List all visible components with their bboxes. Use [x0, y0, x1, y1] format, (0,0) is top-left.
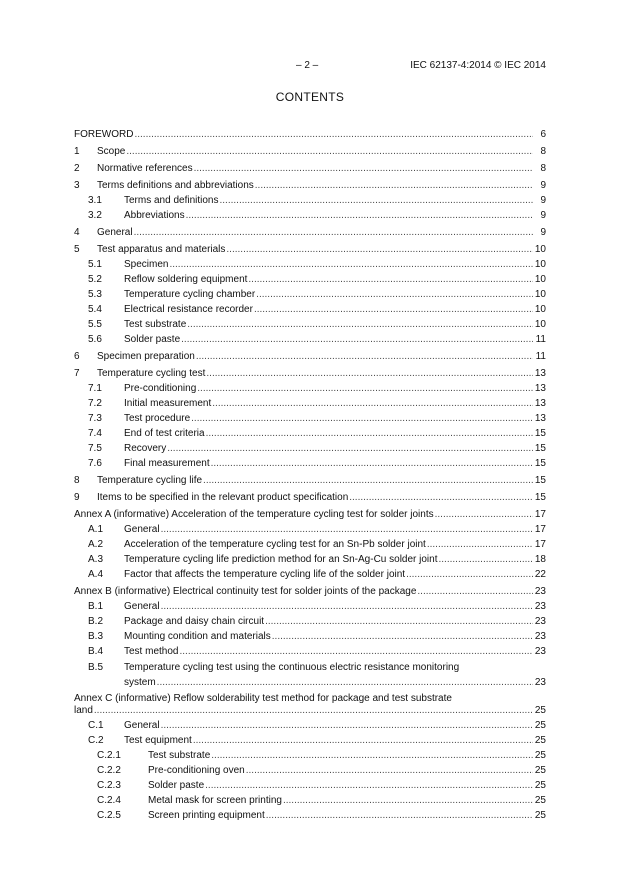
toc-entry-label: Normative references [97, 163, 193, 174]
toc-entry[interactable] [74, 300, 546, 315]
dot-leader [255, 180, 533, 191]
toc-entry-label: Temperature cycling life [97, 475, 203, 486]
toc-entry[interactable] [74, 394, 546, 409]
toc-entry[interactable] [74, 238, 546, 255]
toc-entry-page: 25 [534, 705, 546, 716]
dot-leader [248, 274, 533, 285]
toc-entry-label: End of test criteria [124, 428, 205, 439]
toc-entry[interactable] [74, 486, 546, 503]
toc-entry-page: 10 [534, 319, 546, 330]
toc-entry-label: General [124, 720, 160, 731]
toc-entry-number: C.2.5 [97, 810, 121, 821]
toc-entry-label: Solder paste [124, 334, 181, 345]
toc-entry[interactable] [74, 731, 546, 746]
toc-entry[interactable] [74, 612, 546, 627]
toc-entry-number: 8 [74, 475, 80, 486]
dot-leader [272, 631, 533, 642]
dot-leader [427, 539, 533, 550]
toc-entry-number: 9 [74, 492, 80, 503]
toc-entry-page: 23 [534, 677, 546, 688]
toc-entry-number: C.2.2 [97, 765, 121, 776]
toc-entry-number: A.3 [88, 554, 104, 565]
toc-entry-page: 15 [534, 443, 546, 454]
toc-entry-page: 25 [534, 735, 546, 746]
toc-entry-page: 25 [534, 810, 546, 821]
toc-entry[interactable] [74, 285, 546, 300]
toc-entry[interactable] [74, 123, 546, 140]
toc-entry-number: B.5 [88, 662, 104, 673]
dot-leader [196, 351, 533, 362]
toc-entry-page: 10 [534, 244, 546, 255]
toc-entry-number: 7.2 [88, 398, 102, 409]
dot-leader [211, 750, 533, 761]
toc-entry[interactable] [74, 330, 546, 345]
toc-entry-page: 6 [540, 129, 546, 140]
dot-leader [94, 705, 533, 716]
toc-entry-number: 7.4 [88, 428, 102, 439]
toc-entry-page: 22 [534, 569, 546, 580]
toc-entry-page: 8 [540, 146, 546, 157]
toc-entry-page: 10 [534, 259, 546, 270]
dot-leader [266, 810, 533, 821]
dot-leader [406, 569, 533, 580]
toc-entry-number: 5.6 [88, 334, 102, 345]
toc-entry[interactable] [74, 565, 546, 580]
toc-entry-label: General [124, 524, 160, 535]
toc-entry-number: 5.1 [88, 259, 102, 270]
toc-entry-page: 11 [535, 334, 546, 345]
page-title: CONTENTS [275, 90, 345, 104]
toc-entry-label: Specimen preparation [97, 351, 195, 362]
dot-leader [194, 163, 533, 174]
toc-entry-label-line1: Annex C (informative) Reflow solderability test method for package and test substrate [74, 693, 452, 704]
toc-entry-number: B.4 [88, 646, 104, 657]
toc-entry[interactable] [74, 806, 546, 821]
dot-leader [179, 646, 533, 657]
dot-leader [220, 195, 534, 206]
toc-entry-label: Items to be specified in the relevant product specification [97, 492, 349, 503]
toc-entry-number: B.1 [88, 601, 104, 612]
dot-leader [181, 334, 533, 345]
toc-entry-page: 13 [534, 398, 546, 409]
dot-leader [203, 475, 533, 486]
toc-entry-label: Test procedure [124, 413, 191, 424]
toc-entry-number: 3.1 [88, 195, 102, 206]
toc-entry-number: 7.1 [88, 383, 102, 394]
toc-entry[interactable] [74, 520, 546, 535]
toc-entry[interactable] [74, 597, 546, 612]
toc-entry-number: 5.4 [88, 304, 102, 315]
toc-entry-label: General [97, 227, 133, 238]
toc-entry-number: 1 [74, 146, 80, 157]
toc-entry[interactable] [74, 191, 546, 206]
toc-entry-number: 5 [74, 244, 80, 255]
toc-entry-page: 25 [534, 750, 546, 761]
document-id: IEC 62137-4:2014 © IEC 2014 [410, 60, 546, 71]
toc-entry[interactable] [74, 362, 546, 379]
dot-leader [226, 244, 533, 255]
toc-entry-label: Acceleration of the temperature cycling test for an Sn-Pb solder joint [124, 539, 426, 550]
toc-entry-page: 10 [534, 289, 546, 300]
toc-entry-number: 7 [74, 368, 80, 379]
toc-entry-label: Final measurement [124, 458, 210, 469]
toc-entry-label: Screen printing equipment [148, 810, 265, 821]
toc-entry[interactable] [74, 255, 546, 270]
toc-entry-label: Temperature cycling chamber [124, 289, 256, 300]
toc-entry-label: Reflow soldering equipment [124, 274, 248, 285]
toc-entry-page: 9 [540, 227, 546, 238]
dot-leader [161, 720, 533, 731]
toc-entry[interactable] [74, 174, 546, 191]
dot-leader [161, 601, 533, 612]
toc-entry-label: Mounting condition and materials [124, 631, 271, 642]
dot-leader [211, 458, 533, 469]
toc-entry[interactable] [74, 503, 546, 520]
toc-entry-page: 15 [534, 458, 546, 469]
toc-entry-label: Test substrate [124, 319, 187, 330]
toc-entry[interactable] [74, 550, 546, 565]
toc-entry[interactable] [74, 627, 546, 642]
toc-entry-page: 17 [534, 524, 546, 535]
toc-entry-label: Terms definitions and abbreviations [97, 180, 254, 191]
toc-entry-label: Test method [124, 646, 179, 657]
toc-entry-page: 10 [534, 274, 546, 285]
toc-entry-page: 15 [534, 492, 546, 503]
toc-entry-label: Annex A (informative) Acceleration of the temperature cycling test for solder joints [74, 509, 434, 520]
dot-leader [283, 795, 533, 806]
toc-entry[interactable] [74, 469, 546, 486]
toc-entry-page: 25 [534, 765, 546, 776]
dot-leader [439, 554, 534, 565]
dot-leader [193, 735, 533, 746]
toc-entry-page: 13 [534, 368, 546, 379]
toc-entry-label: Pre-conditioning [124, 383, 197, 394]
toc-entry-number: 6 [74, 351, 80, 362]
toc-entry-label: Test apparatus and materials [97, 244, 226, 255]
toc-entry-label: land [74, 705, 93, 716]
toc-entry[interactable] [74, 642, 546, 657]
toc-entry-page: 23 [534, 586, 546, 597]
toc-entry-page: 15 [534, 475, 546, 486]
dot-leader [206, 428, 533, 439]
toc-entry[interactable] [74, 345, 546, 362]
toc-entry-number: 5.3 [88, 289, 102, 300]
toc-entry-page: 18 [534, 554, 546, 565]
toc-entry[interactable] [74, 746, 546, 761]
toc-entry-page: 10 [534, 304, 546, 315]
toc-entry[interactable] [74, 315, 546, 330]
toc-entry-label: system [124, 677, 156, 688]
toc-entry-page: 25 [534, 780, 546, 791]
toc-entry-number: B.2 [88, 616, 104, 627]
toc-entry-label: Test equipment [124, 735, 192, 746]
toc-entry-page: 23 [534, 631, 546, 642]
toc-entry-label: Annex B (informative) Electrical continuity test for solder joints of the package [74, 586, 417, 597]
toc-entry-label: Abbreviations [124, 210, 185, 221]
toc-entry-page: 13 [534, 413, 546, 424]
toc-entry[interactable] [74, 379, 546, 394]
toc-entry-number: A.2 [88, 539, 104, 550]
toc-entry-page: 23 [534, 646, 546, 657]
dot-leader [265, 616, 533, 627]
dot-leader [246, 765, 533, 776]
toc-entry-number: 5.5 [88, 319, 102, 330]
toc-entry-label: Pre-conditioning oven [148, 765, 245, 776]
toc-entry-page: 11 [535, 351, 546, 362]
dot-leader [167, 443, 533, 454]
toc-entry[interactable] [74, 206, 546, 221]
toc-entry[interactable] [74, 761, 546, 776]
toc-entry[interactable] [74, 776, 546, 791]
dot-leader [169, 259, 533, 270]
dot-leader [186, 210, 533, 221]
toc-entry-page: 25 [534, 795, 546, 806]
toc-entry-label: Solder paste [148, 780, 205, 791]
toc-entry-number: A.1 [88, 524, 104, 535]
toc-entry[interactable] [74, 439, 546, 454]
toc-entry-page: 23 [534, 601, 546, 612]
dot-leader [126, 146, 533, 157]
toc-entry-label: Temperature cycling test [97, 368, 206, 379]
toc-entry-label: FOREWORD [74, 129, 134, 140]
toc-entry-number: B.3 [88, 631, 104, 642]
toc-entry-label: Scope [97, 146, 126, 157]
toc-entry-label: Terms and definitions [124, 195, 219, 206]
dot-leader [435, 509, 533, 520]
toc-entry-number: C.2 [88, 735, 104, 746]
dot-leader [206, 368, 533, 379]
dot-leader [349, 492, 533, 503]
dot-leader [197, 383, 533, 394]
dot-leader [157, 677, 533, 688]
toc-entry-number: 7.6 [88, 458, 102, 469]
toc-entry-page: 9 [540, 180, 546, 191]
toc-entry-number: C.2.1 [97, 750, 121, 761]
toc-entry[interactable] [74, 688, 546, 716]
toc-entry-page: 8 [540, 163, 546, 174]
toc-entry-label: Specimen [124, 259, 169, 270]
toc-entry-label: Electrical resistance recorder [124, 304, 253, 315]
toc-entry[interactable] [74, 657, 546, 688]
toc-entry-page: 17 [534, 539, 546, 550]
toc-entry-page: 15 [534, 428, 546, 439]
dot-leader [417, 586, 533, 597]
toc-entry[interactable] [74, 221, 546, 238]
toc-entry[interactable] [74, 791, 546, 806]
toc-entry-label: Metal mask for screen printing [148, 795, 282, 806]
toc-entry-label: Factor that affects the temperature cycling life of the solder joint [124, 569, 406, 580]
toc-entry-label: General [124, 601, 160, 612]
dot-leader [161, 524, 533, 535]
toc-entry-label: Recovery [124, 443, 167, 454]
toc-entry-number: 2 [74, 163, 80, 174]
toc-entry-number: 7.3 [88, 413, 102, 424]
toc-entry[interactable] [74, 270, 546, 285]
dot-leader [205, 780, 533, 791]
toc-entry[interactable] [74, 424, 546, 439]
toc-entry-number: 5.2 [88, 274, 102, 285]
toc-entry[interactable] [74, 157, 546, 174]
dot-leader [134, 129, 533, 140]
toc-entry-label: Test substrate [148, 750, 211, 761]
dot-leader [256, 289, 533, 300]
toc-entry-page: 13 [534, 383, 546, 394]
dot-leader [134, 227, 533, 238]
toc-entry[interactable] [74, 140, 546, 157]
toc-entry-number: 3.2 [88, 210, 102, 221]
toc-entry-label-line1: B.5 Temperature cycling test using the continuous electric resistance monitoring [74, 662, 546, 673]
table-of-contents [74, 123, 546, 821]
toc-entry-page: 23 [534, 616, 546, 627]
dot-leader [212, 398, 533, 409]
toc-entry-number: 4 [74, 227, 80, 238]
toc-entry[interactable] [74, 580, 546, 597]
toc-entry-label: Package and daisy chain circuit [124, 616, 265, 627]
toc-entry[interactable] [74, 716, 546, 731]
toc-entry-number: A.4 [88, 569, 104, 580]
dot-leader [254, 304, 533, 315]
toc-entry[interactable] [74, 535, 546, 550]
toc-entry-number: 3 [74, 180, 80, 191]
toc-entry[interactable] [74, 454, 546, 469]
toc-entry-page: 9 [540, 195, 546, 206]
toc-entry[interactable] [74, 409, 546, 424]
toc-entry-number: C.1 [88, 720, 104, 731]
dot-leader [191, 413, 533, 424]
toc-entry-number: 7.5 [88, 443, 102, 454]
toc-entry-page: 25 [534, 720, 546, 731]
toc-entry-label: Initial measurement [124, 398, 212, 409]
dot-leader [187, 319, 533, 330]
toc-entry-number: C.2.4 [97, 795, 121, 806]
page-number: – 2 – [296, 60, 319, 71]
toc-entry-label: Temperature cycling life prediction method for an Sn-Ag-Cu solder joint [124, 554, 438, 565]
toc-entry-number: C.2.3 [97, 780, 121, 791]
toc-entry-page: 9 [540, 210, 546, 221]
toc-entry-page: 17 [534, 509, 546, 520]
